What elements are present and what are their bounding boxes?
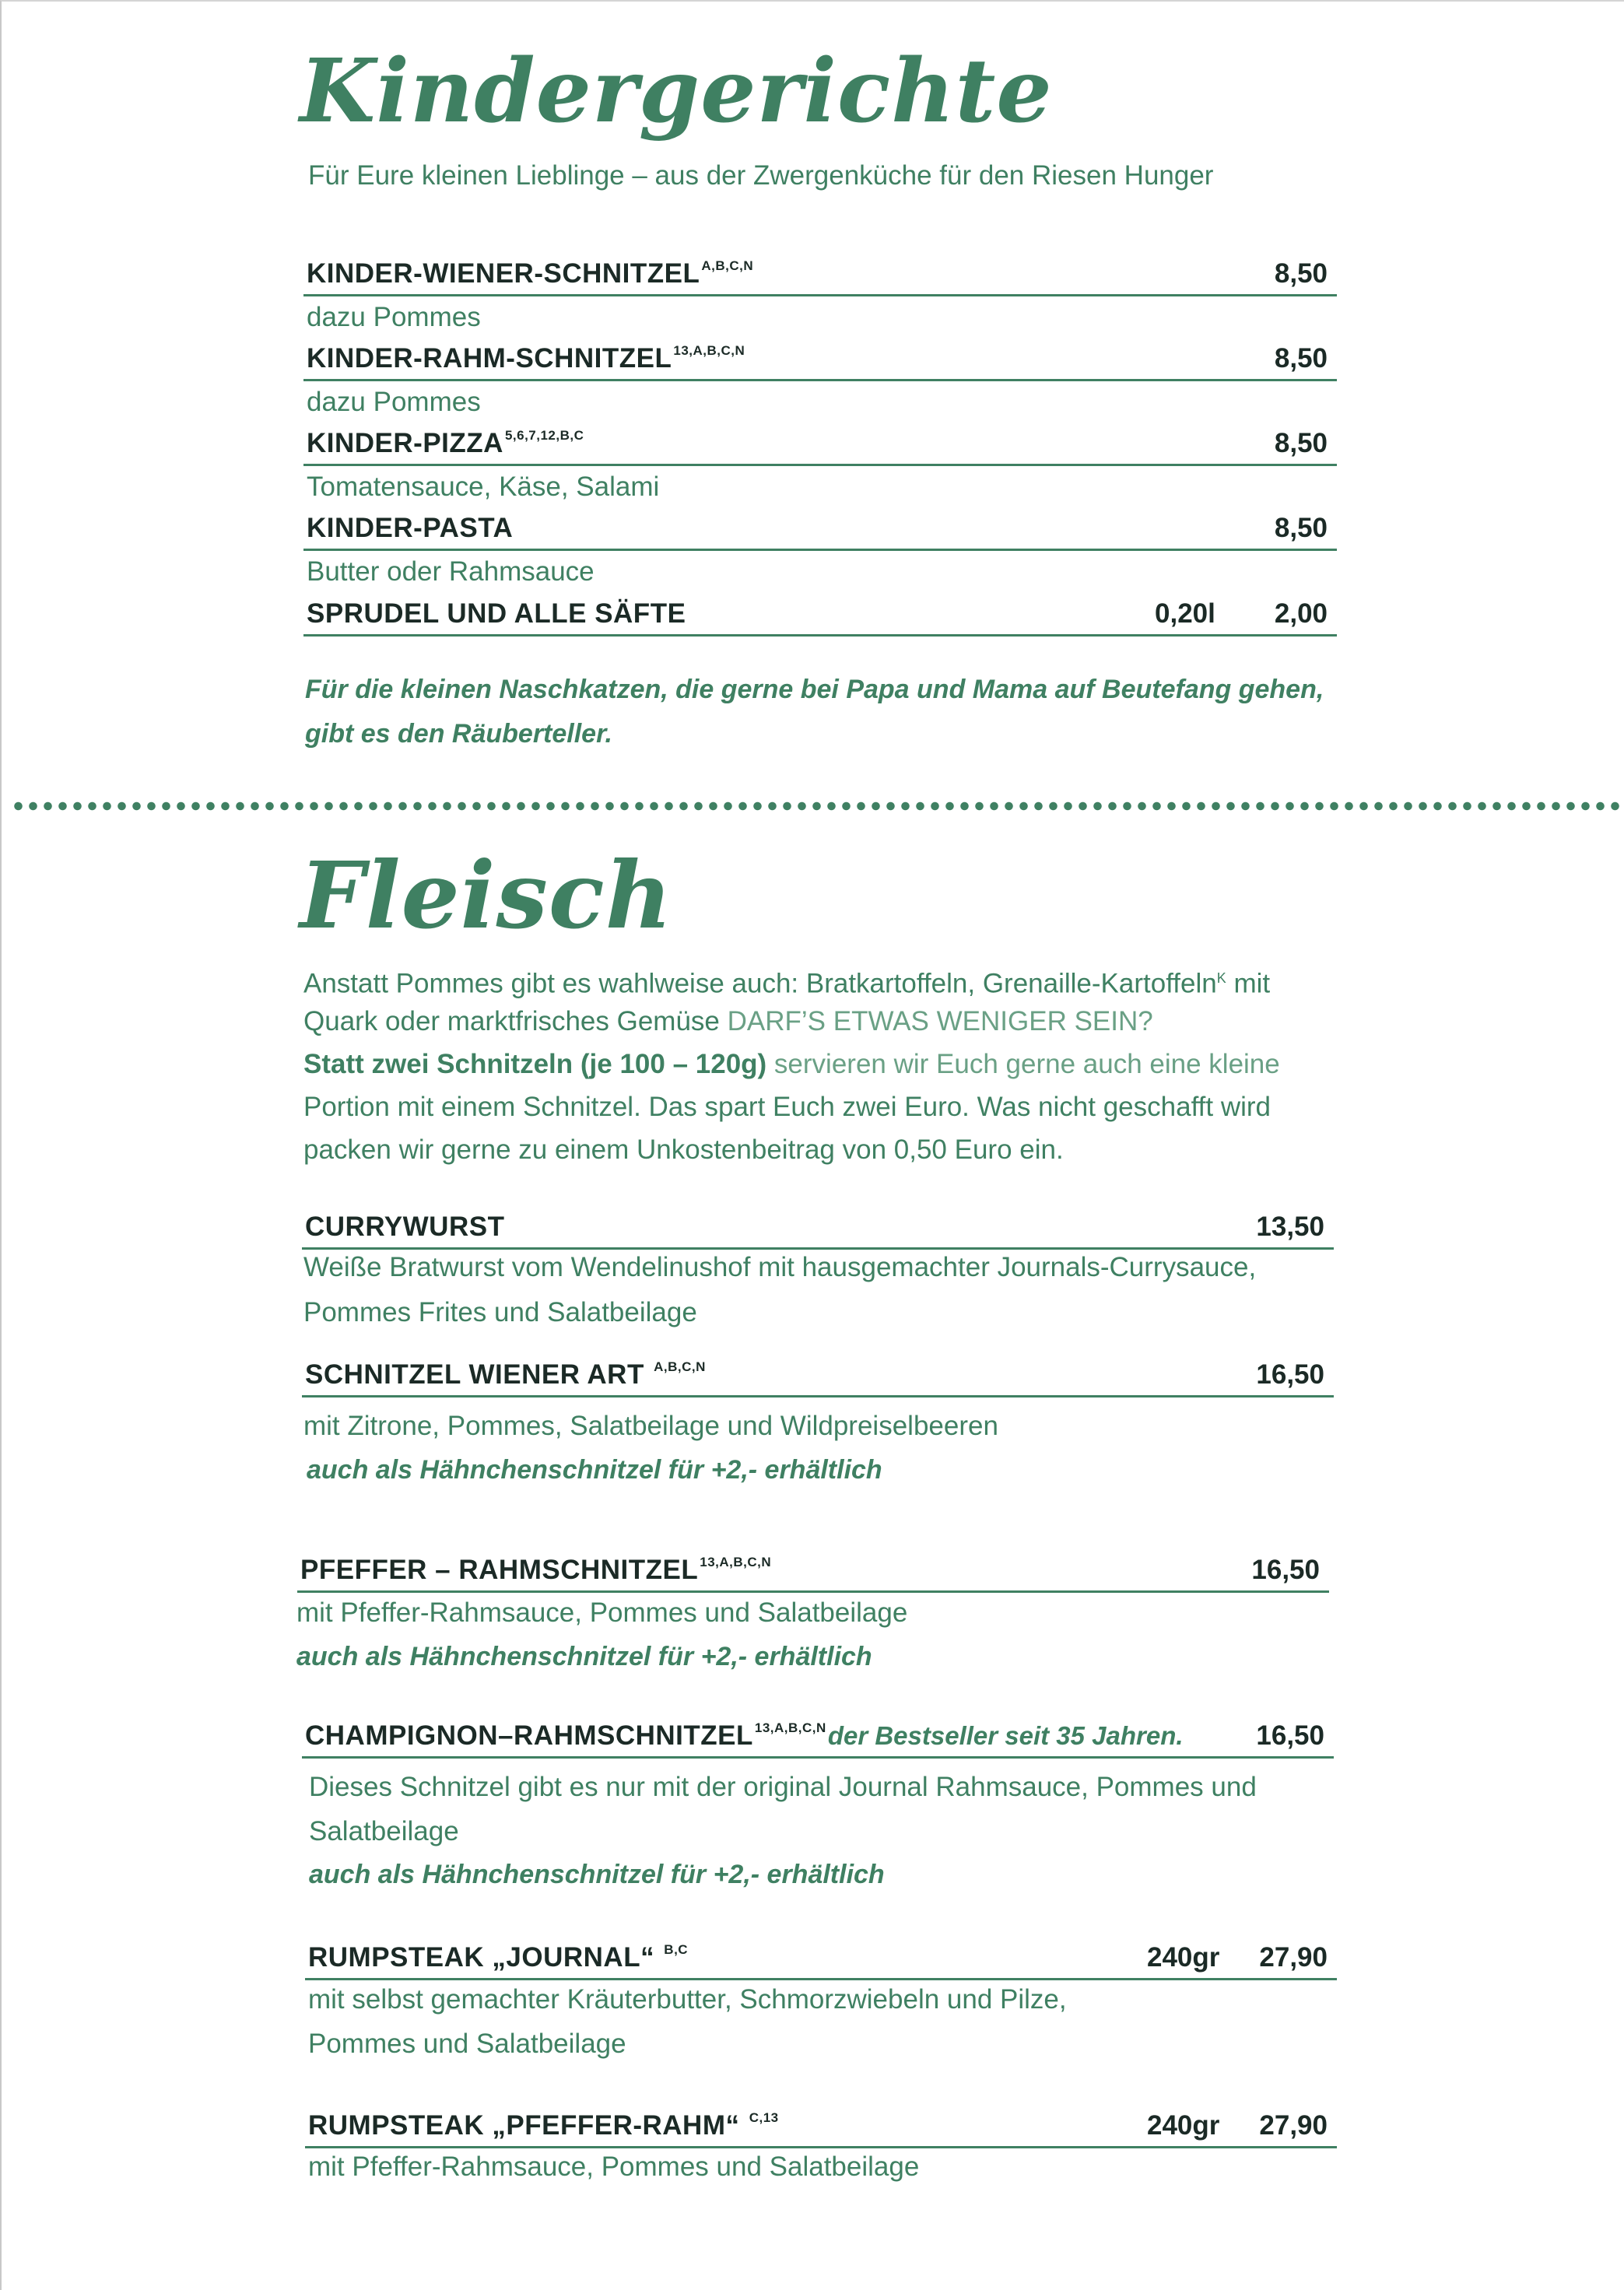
menu-item-kinder-wiener-schnitzel	[303, 247, 1337, 296]
menu-item-schnitzel-wiener-art	[302, 1348, 1334, 1397]
menu-item-champignon-rahmschnitzel	[302, 1710, 1334, 1759]
item-price: 16,50	[1256, 1720, 1324, 1751]
item-description: Butter oder Rahmsauce	[307, 556, 595, 587]
item-size: 240gr	[1147, 1942, 1220, 1973]
bestseller-tag: der Bestseller seit 35 Jahren.	[827, 1721, 1184, 1750]
allergen-codes: 13,A,B,C,N	[700, 1555, 772, 1569]
menu-item-currywurst	[302, 1201, 1334, 1250]
item-name: KINDER-RAHM-SCHNITZEL $^{13,A,B,C,N}$	[307, 343, 745, 373]
menu-item-sprudel-saefte	[303, 587, 1337, 637]
allergen-codes: 5,6,7,12,B,C	[504, 428, 584, 443]
meat-intro-line-3: Statt zwei Schnitzeln (je 100 – 120g) servieren wir Euch gerne auch eine kleine	[303, 1049, 1280, 1079]
item-size: 0,20l	[1155, 598, 1215, 629]
item-chicken-option: auch als Hähnchenschnitzel für +2,- erhältlich	[309, 1860, 885, 1889]
item-name: SCHNITZEL WIENER ART $^{A,B,C,N}$	[305, 1359, 706, 1390]
item-description: dazu Pommes	[307, 387, 481, 417]
section-divider	[11, 801, 1623, 811]
item-chicken-option: auch als Hähnchenschnitzel für +2,- erhältlich	[296, 1642, 872, 1671]
meat-intro-line-4: Portion mit einem Schnitzel. Das spart Euch zwei Euro. Was nicht geschafft wird	[303, 1092, 1271, 1122]
allergen-codes: C,13	[749, 2110, 779, 2125]
item-description-line-1: Dieses Schnitzel gibt es nur mit der original Journal Rahmsauce, Pommes und	[309, 1772, 1257, 1802]
item-description-line-1: mit Pfeffer-Rahmsauce, Pommes und Salatbeilage	[308, 2151, 920, 2182]
allergen-codes: A,B,C,N	[654, 1359, 706, 1374]
item-description-line-2: Salatbeilage	[309, 1816, 459, 1846]
item-name: KINDER-PIZZA $^{5,6,7,12,B,C}$	[307, 428, 584, 458]
item-price: 8,50	[1274, 343, 1328, 373]
item-price: 27,90	[1259, 2110, 1328, 2141]
allergen-codes: 13,A,B,C,N	[673, 343, 745, 358]
item-price: 8,50	[1274, 428, 1328, 458]
item-price: 2,00	[1274, 598, 1328, 629]
menu-item-kinder-pasta	[303, 502, 1337, 551]
menu-item-pfeffer-rahmschnitzel	[297, 1544, 1329, 1593]
item-size: 240gr	[1147, 2110, 1220, 2141]
item-description-line-1: Weiße Bratwurst vom Wendelinushof mit hausgemachter Journals-Currysauce,	[303, 1252, 1257, 1282]
item-name: KINDER-WIENER-SCHNITZEL $^{A,B,C,N}$	[307, 258, 754, 289]
item-name: CURRYWURST	[305, 1212, 505, 1242]
item-price: 16,50	[1256, 1359, 1324, 1390]
item-description-line-1: mit Pfeffer-Rahmsauce, Pommes und Salatbeilage	[296, 1597, 908, 1628]
meat-section-title: Fleisch	[300, 841, 673, 949]
item-name: KINDER-PASTA	[307, 513, 514, 543]
item-description: Tomatensauce, Käse, Salami	[307, 472, 660, 502]
allergen-codes: A,B,C,N	[701, 258, 754, 273]
item-description-line-1: mit Zitrone, Pommes, Salatbeilage und Wildpreiselbeeren	[303, 1411, 998, 1441]
meat-intro-line-1: Anstatt Pommes gibt es wahlweise auch: Bratkartoffeln, Grenaille-Kartoffeln$^K$ mit	[303, 968, 1271, 999]
kids-section-title: Kindergerichte	[300, 40, 1053, 142]
item-price: 16,50	[1251, 1555, 1320, 1585]
item-name: RUMPSTEAK „JOURNAL“ $^{B,C}$	[308, 1942, 689, 1973]
item-price: 13,50	[1256, 1212, 1324, 1242]
item-chicken-option: auch als Hähnchenschnitzel für +2,- erhältlich	[307, 1455, 882, 1485]
kids-note-line-1: Für die kleinen Naschkatzen, die gerne bei Papa und Mama auf Beutefang gehen,	[305, 675, 1324, 704]
item-description: dazu Pommes	[307, 302, 481, 332]
menu-item-kinder-pizza	[303, 417, 1337, 466]
item-name: RUMPSTEAK „PFEFFER-RAHM“ $^{C,13}$	[308, 2110, 779, 2141]
item-price: 27,90	[1259, 1942, 1328, 1973]
item-name: CHAMPIGNON–RAHMSCHNITZEL $^{13,A,B,C,N}$der Bestseller seit 35 Jahren.	[305, 1720, 1184, 1751]
item-description-line-2: Pommes und Salatbeilage	[308, 2029, 626, 2059]
kids-note-line-2: gibt es den Räuberteller.	[305, 719, 612, 749]
menu-item-rumpsteak-journal	[305, 1931, 1337, 1980]
kids-subtitle: Für Eure kleinen Lieblinge – aus der Zwergenküche für den Riesen Hunger	[308, 160, 1214, 191]
meat-intro-line-5: packen wir gerne zu einem Unkostenbeitrag von 0,50 Euro ein.	[303, 1134, 1064, 1165]
allergen-codes: 13,A,B,C,N	[754, 1720, 826, 1735]
item-name: PFEFFER – RAHMSCHNITZEL $^{13,A,B,C,N}$	[300, 1555, 772, 1585]
item-name: SPRUDEL UND ALLE SÄFTE	[307, 598, 686, 629]
item-description-line-1: mit selbst gemachter Kräuterbutter, Schmorzwiebeln und Pilze,	[308, 1984, 1067, 2015]
meat-intro-line-2: Quark oder marktfrisches Gemüse DARF’S ETWAS WENIGER SEIN?	[303, 1006, 1153, 1036]
item-description-line-2: Pommes Frites und Salatbeilage	[303, 1297, 697, 1327]
menu-item-kinder-rahm-schnitzel	[303, 332, 1337, 381]
item-price: 8,50	[1274, 258, 1328, 289]
item-price: 8,50	[1274, 513, 1328, 543]
allergen-codes: B,C	[664, 1942, 689, 1957]
menu-item-rumpsteak-pfeffer-rahm	[305, 2099, 1337, 2148]
